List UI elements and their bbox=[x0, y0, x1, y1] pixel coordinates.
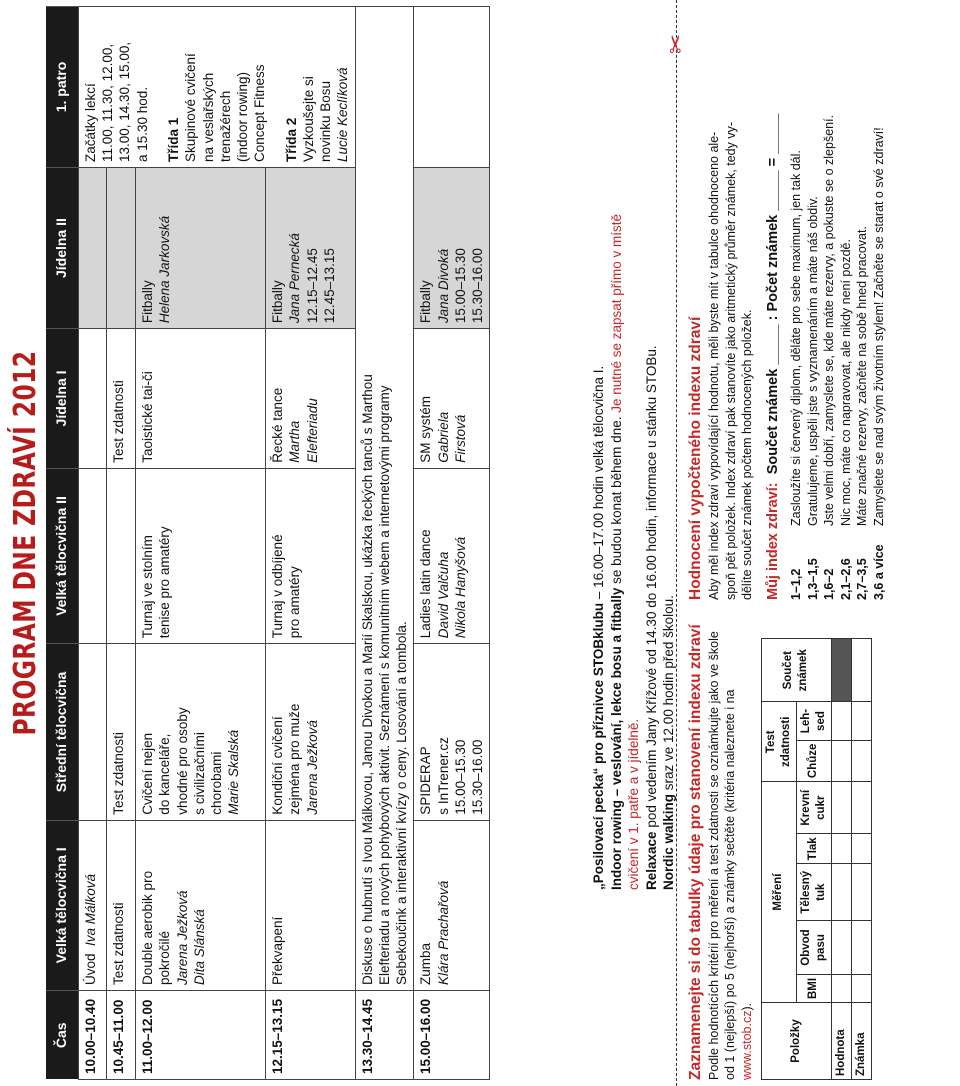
table-row bbox=[355, 7, 414, 1080]
session-text: 13.00, 14.30, 15.00, bbox=[117, 41, 133, 162]
discussion-text: Diskuse o hubnutí s Ivou Málkovou, Janou Divokou a Marií Skalskou, ukázka řeckých tanců s Marthou bbox=[359, 374, 375, 985]
grade-cell[interactable] bbox=[851, 639, 871, 703]
table-row bbox=[266, 7, 356, 1080]
time-cell: 13.30–14.45 bbox=[355, 991, 414, 1080]
table-row bbox=[851, 639, 871, 1080]
row-label-grade: Známka bbox=[851, 1003, 871, 1080]
fitness-test-header: Test zdatnosti bbox=[761, 702, 796, 782]
section-title: Hodnocení vypočteného indexu zdraví bbox=[687, 316, 704, 600]
col-header-stredni: Střední tělocvična bbox=[46, 644, 78, 820]
session-text: 11.00, 11.30, 12.00, bbox=[100, 43, 116, 162]
session-cell bbox=[414, 820, 490, 990]
col-header-velka-2: Velká tělocvična II bbox=[46, 468, 78, 643]
grade-cell[interactable] bbox=[851, 702, 871, 740]
value-cell[interactable] bbox=[831, 974, 851, 1002]
session-time: 15.00–15.30 bbox=[452, 248, 468, 324]
time-cell: 12.15–13.15 bbox=[266, 991, 356, 1080]
value-cell[interactable] bbox=[831, 782, 851, 834]
table-row bbox=[831, 639, 851, 1080]
value-cell[interactable] bbox=[831, 702, 851, 740]
col-bmi: BMI bbox=[796, 974, 831, 1002]
section-title: Zaznamenejte si do tabulky údaje pro stanovení indexu zdraví bbox=[687, 624, 704, 1080]
table-row bbox=[78, 7, 107, 1080]
session-title: Cvičení nejen bbox=[140, 732, 155, 815]
list-item: 2,7–3,5 Máte značné rezervy, začněte na sobě hned pracovat. bbox=[855, 226, 870, 600]
discussion-text: Elefteriadu a nových pohybových aktivit. Seznámení s komunitním webem a internetovými programy bbox=[376, 385, 392, 985]
page-title: PROGRAM DNE ZDRAVÍ 2012 bbox=[8, 350, 43, 736]
session-title: pro amatéry bbox=[287, 566, 303, 639]
session-text: Začátky lekcí bbox=[82, 83, 98, 162]
shaded-cell bbox=[831, 639, 851, 703]
list-item: 1–1,2 Zasloužíte si červený diplom, děláte pro sebe maximum, jen tak dál. bbox=[789, 150, 804, 600]
session-text: na veslařských bbox=[200, 72, 216, 162]
session-title: Double aerobik pro bbox=[140, 870, 155, 985]
grade-cell[interactable] bbox=[851, 974, 871, 1002]
session-leader: Jarena Ježková bbox=[304, 720, 320, 815]
session-leader: Dita Slánská bbox=[191, 909, 207, 985]
session-cell bbox=[136, 644, 266, 820]
session-title: Kondiční cvičení bbox=[270, 716, 286, 815]
session-leader: Iva Málková bbox=[82, 873, 98, 946]
col-waist: Obvod pasu bbox=[796, 921, 831, 975]
session-leader: Firstová bbox=[452, 414, 468, 463]
session-text: Vyzkoušejte si bbox=[300, 76, 316, 162]
col-blood-sugar: Krevní cukr bbox=[796, 782, 831, 834]
list-item: 1,6–2 Jste velmi dobří, zamyslete se, kde máte rezervy, a pokuste se o zlepšení. bbox=[822, 114, 837, 600]
session-leader: David Valčuha bbox=[435, 551, 451, 639]
session-title: vhodné pro osoby bbox=[174, 707, 190, 815]
grade-list bbox=[788, 10, 887, 600]
session-title: do kanceláře, bbox=[157, 733, 173, 815]
session-title: Zumba bbox=[418, 942, 434, 985]
section-text: Aby měl index zdraví vypovídající hodnotu, měli byste mít v tabulce ohodnoceno ale- bbox=[707, 131, 722, 600]
note-line: Nordic walking sraz ve 12.00 hodin před školou. bbox=[661, 595, 677, 890]
session-title: Úvod bbox=[82, 953, 98, 985]
col-header-time: Čas bbox=[46, 991, 78, 1080]
session-time: 15.00–15.30 bbox=[452, 739, 468, 815]
session-leader: Klára Prachařová bbox=[435, 880, 451, 985]
note-line: „Posilovací pecka“ pro příznivce STOBklubu – 16.00–17.00 hodin velká tělocvična I. bbox=[591, 365, 606, 890]
index-formula-line: Můj index zdraví: Součet známek _____ : Počet známek _____ = _____ bbox=[764, 113, 781, 600]
section-text: od 1 (nejlepší) po 5 (nejhorší) a známky sečtěte (kritéria naleznete i na www.stob.cz). bbox=[723, 689, 754, 1080]
session-time: 12.15–12.45 bbox=[304, 248, 320, 324]
session-leader: Martha bbox=[287, 420, 303, 463]
empty-cell bbox=[78, 468, 107, 643]
col-header-velka-1: Velká tělocvična I bbox=[46, 820, 78, 990]
time-cell: 10.45–11.00 bbox=[107, 991, 136, 1080]
sum-header: Součet známek bbox=[761, 639, 831, 703]
session-title: Fitbally bbox=[140, 280, 155, 324]
notes-block bbox=[590, 170, 678, 890]
session-cell bbox=[78, 820, 107, 990]
schedule-header-row bbox=[46, 7, 78, 1080]
empty-cell bbox=[414, 7, 490, 168]
session-title: Řecké tance bbox=[270, 387, 286, 463]
col-header-jidelna-1: Jídelna I bbox=[46, 329, 78, 469]
session-time: 12.45–13.15 bbox=[321, 248, 337, 324]
stob-link[interactable]: www.stob.cz bbox=[739, 1010, 754, 1080]
section-text: dělíte součet známek počtem hodnocených položek. bbox=[740, 309, 755, 600]
session-title: SPIDERAP bbox=[418, 746, 434, 815]
grade-cell[interactable] bbox=[851, 834, 871, 864]
session-cell bbox=[136, 468, 266, 643]
grade-cell[interactable] bbox=[851, 864, 871, 921]
value-cell[interactable] bbox=[831, 921, 851, 975]
session-title: zejména pro muže bbox=[287, 703, 303, 815]
discussion-text: Sebekoučink a interaktivní kvízy o ceny. Losování a tombola. bbox=[394, 621, 410, 985]
empty-cell bbox=[78, 329, 107, 469]
list-item: 1,3–1,5 Gratulujeme, uspěli jste s vyznamenáním a máte náš obdiv. bbox=[805, 196, 820, 600]
session-text: (indoor rowing) bbox=[235, 71, 251, 162]
session-text: Concept Fitness bbox=[252, 64, 268, 162]
session-title: pokročilé bbox=[157, 930, 173, 985]
session-cell bbox=[136, 820, 266, 990]
note-line: Relaxace pod vedením Jany Křížové od 14.30 do 16.00 hodin, informace u stánku STOBu. bbox=[643, 345, 659, 890]
session-cell bbox=[136, 168, 266, 329]
session-title: Fitbally bbox=[418, 280, 434, 324]
value-cell[interactable] bbox=[831, 834, 851, 864]
session-title: chorobami bbox=[209, 751, 225, 815]
class-label: Třída 1 bbox=[165, 117, 181, 162]
list-item: 2,1–2,6 Nic moc, máte co napravovat, ale nikdy není pozdě. bbox=[838, 239, 853, 600]
grade-cell[interactable] bbox=[851, 782, 871, 834]
session-cell bbox=[266, 168, 356, 329]
col-walking: Chůze bbox=[796, 740, 831, 782]
session-cell bbox=[266, 329, 356, 469]
empty-cell bbox=[78, 168, 107, 329]
session-leader: Helena Jarkovská bbox=[157, 215, 173, 324]
session-cell bbox=[414, 168, 490, 329]
note-line: Indoor rowing – veslování, lekce bosu a fitbally se budou konat během dne. Je nutné se zapsat přímo v místě cvičení v 1. patře a v jídelně. bbox=[608, 213, 642, 890]
session-text: novinku Bosu bbox=[318, 80, 334, 162]
row-label-value: Hodnota bbox=[831, 1003, 851, 1080]
health-data-section bbox=[686, 620, 872, 1080]
session-title: SM systém bbox=[418, 395, 434, 463]
value-cell[interactable] bbox=[831, 864, 851, 921]
empty-cell bbox=[107, 468, 136, 643]
col-header-patro: 1. patro bbox=[46, 7, 78, 168]
class-label: Třída 2 bbox=[283, 117, 299, 162]
session-cell bbox=[414, 468, 490, 643]
section-text: spoň pět položek. Index zdraví pak stanovíte jako aritmetický průměr známek, tedy vy- bbox=[723, 122, 738, 600]
table-row bbox=[136, 7, 266, 1080]
session-leader: Jarena Ježková bbox=[174, 890, 190, 985]
session-leader: Jana Pernecká bbox=[287, 233, 303, 324]
col-pressure: Tlak bbox=[796, 834, 831, 864]
session-cell: Taoistické tai-či bbox=[136, 329, 266, 469]
grade-cell[interactable] bbox=[851, 921, 871, 975]
session-cell bbox=[266, 644, 356, 820]
session-title: Turnaj v odbíjené bbox=[270, 534, 286, 639]
session-cell: Test zdatnosti bbox=[107, 329, 136, 469]
grade-cell[interactable] bbox=[851, 740, 871, 782]
session-time: 15.30–16.00 bbox=[470, 739, 486, 815]
session-title: tenise pro amatéry bbox=[157, 526, 173, 639]
session-text: a 15.30 hod. bbox=[134, 86, 150, 162]
session-leader: Elefteriadu bbox=[304, 398, 320, 463]
time-cell: 10.00–10.40 bbox=[78, 991, 107, 1080]
discussion-cell bbox=[355, 7, 414, 991]
session-leader: Jana Divoká bbox=[435, 248, 451, 324]
session-title: Fitbally bbox=[270, 280, 286, 324]
session-leader: Lucie Keclíková bbox=[335, 67, 351, 162]
time-cell: 15.00–16.00 bbox=[414, 991, 490, 1080]
session-title: s InTrener.cz bbox=[435, 737, 451, 815]
empty-cell bbox=[107, 168, 136, 329]
session-cell bbox=[414, 644, 490, 820]
session-cell bbox=[266, 468, 356, 643]
col-body-fat: Tělesný tuk bbox=[796, 864, 831, 921]
session-title: Turnaj ve stolním bbox=[140, 535, 155, 639]
session-leader: Gabriela bbox=[435, 411, 451, 463]
value-cell[interactable] bbox=[831, 740, 851, 782]
session-text: trenažérech bbox=[217, 90, 233, 162]
session-cell bbox=[414, 329, 490, 469]
session-title: Ladies latin dance bbox=[418, 529, 434, 639]
scissors-icon: ✂ bbox=[663, 33, 690, 54]
section-text: Podle hodnotících kritérií pro měření a test zdatnosti se oznámkujte jako ve škole bbox=[707, 631, 722, 1080]
first-floor-info bbox=[78, 7, 355, 168]
schedule-table bbox=[46, 6, 490, 1080]
session-time: 15.30–16.00 bbox=[470, 248, 486, 324]
session-cell: Test zdatnosti bbox=[107, 820, 136, 990]
empty-cell bbox=[78, 644, 107, 820]
list-item: 3,6 a více Zamyslete se nad svým životním stylem! Začněte se starat o své zdraví! bbox=[871, 127, 886, 600]
measurement-table bbox=[761, 638, 872, 1080]
time-cell: 11.00–12.00 bbox=[136, 991, 266, 1080]
session-leader: Marie Skalská bbox=[226, 729, 242, 815]
table-row bbox=[414, 7, 490, 1080]
session-cell: Test zdatnosti bbox=[107, 644, 136, 820]
items-header: Položky bbox=[761, 1003, 831, 1080]
session-title: s civilizačními bbox=[191, 732, 207, 815]
cut-line bbox=[676, 0, 677, 1086]
col-situps: Leh-sed bbox=[796, 702, 831, 740]
health-index-section bbox=[686, 10, 887, 600]
session-cell: Překvapení bbox=[266, 820, 356, 990]
session-leader: Nikola Hanyšová bbox=[452, 536, 468, 639]
table-row bbox=[107, 7, 136, 1080]
measurement-header: Měření bbox=[761, 782, 796, 1003]
col-header-jidelna-2: Jídelna II bbox=[46, 168, 78, 329]
session-text: Skupinové cvičení bbox=[183, 53, 199, 162]
